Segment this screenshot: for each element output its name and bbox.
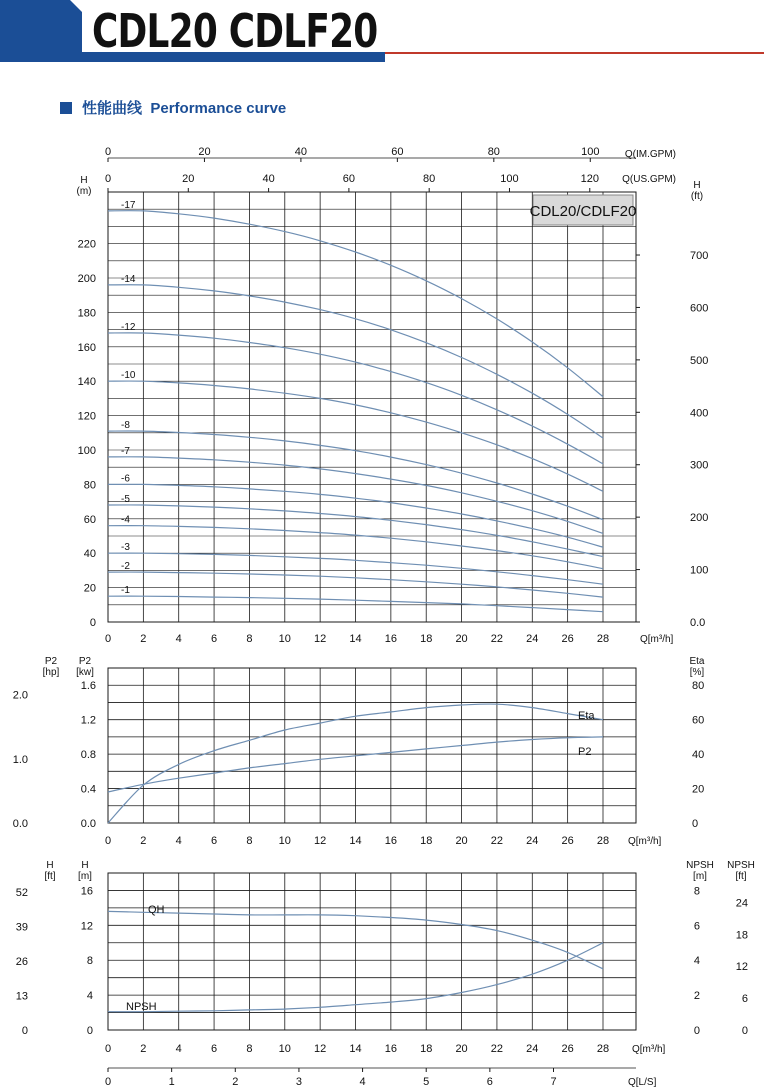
qh-x-tick-label: 28	[596, 633, 610, 645]
qh-x-tick-label: 16	[384, 633, 397, 645]
power-x-tick-label: 8	[246, 835, 253, 847]
qh-curve-label: -4	[121, 514, 130, 526]
us-gpm-tick-label: 0	[104, 173, 112, 185]
qh-x-tick-label: 24	[526, 633, 539, 645]
eta-tick-label: 20	[692, 783, 705, 796]
npsh-x-tick-label: 26	[561, 1043, 574, 1055]
npsh-m-tick-label: 0	[693, 1025, 700, 1037]
qh-y-tick-label: 60	[83, 513, 96, 526]
npsh-x-tick-label: 18	[420, 1043, 433, 1055]
npsh-m-axis-label-1: [m]	[693, 871, 707, 882]
npsh-x-tick-label: 4	[175, 1043, 182, 1055]
npsh-ft-tick-label: 24	[735, 897, 748, 910]
ls-tick-label: 2	[232, 1076, 239, 1088]
qh-y2-tick-label: 400	[690, 407, 709, 420]
qh-y2-tick-label: 200	[690, 512, 709, 525]
im-gpm-tick-label: 0	[104, 146, 112, 158]
qh-y-tick-label: 0	[89, 617, 96, 629]
qh-y2-tick-label: 300	[690, 459, 709, 472]
qh-x-tick-label: 2	[140, 633, 147, 645]
power-x-tick-label: 22	[490, 835, 504, 847]
npsh-x-tick-label: 0	[104, 1043, 112, 1055]
npsh-m-tick-label: 6	[693, 920, 700, 933]
npsh-x-tick-label: 2	[140, 1043, 147, 1055]
h-m-tick-label: 12	[80, 920, 93, 933]
npsh-m-axis-label-0: NPSH	[686, 860, 714, 871]
qh-y-tick-label: 120	[77, 410, 96, 423]
qh-y2-tick-label: 100	[690, 564, 709, 577]
h-m-tick-label: 8	[86, 955, 93, 968]
npsh-ft-tick-label: 6	[741, 993, 748, 1006]
qh-x-axis-label: Q[m³/h]	[640, 634, 674, 645]
p2-hp-tick-label: 2.0	[12, 689, 28, 702]
h-m-axis-label-1: [m]	[78, 871, 92, 882]
h-ft-axis-label-1: [ft]	[44, 871, 56, 882]
qh-y-tick-label: 180	[77, 307, 96, 320]
qh-curve-label: -12	[121, 322, 136, 334]
npsh-ft-tick-label: 18	[735, 929, 748, 942]
h-ft-tick-label: 52	[15, 886, 28, 899]
us-gpm-tick-label: 80	[423, 173, 436, 185]
section-title-en: Performance curve	[150, 100, 287, 117]
h-m-tick-label: 0	[86, 1025, 93, 1037]
eta-axis-label-0: Eta	[689, 656, 705, 667]
qh-curve-label: -7	[121, 445, 130, 457]
h-m-tick-label: 4	[86, 990, 93, 1003]
qh-y2-axis-label-1: (ft)	[690, 191, 704, 202]
im-gpm-tick-label: 40	[294, 146, 308, 158]
p2-hp-axis-label-0: P2	[44, 656, 58, 667]
npsh-x-tick-label: 24	[526, 1043, 539, 1055]
qh-y2-tick-label: 600	[690, 302, 709, 315]
p2-kw-tick-label: 0.4	[80, 783, 96, 796]
power-x-tick-label: 26	[561, 835, 574, 847]
qh-curve-label: -17	[121, 199, 136, 211]
npsh-ft-tick-label: 0	[741, 1025, 748, 1037]
ls-tick-label: 1	[168, 1076, 175, 1088]
power-x-tick-label: 20	[455, 835, 468, 847]
power-x-tick-label: 16	[384, 835, 397, 847]
qh-y-tick-label: 20	[83, 582, 96, 595]
power-chart-frame	[108, 668, 636, 823]
power-x-axis-label: Q[m³/h]	[628, 836, 662, 847]
p2-kw-tick-label: 1.2	[80, 714, 96, 727]
qh-curve-label: -1	[121, 585, 130, 597]
us-gpm-tick-label: 60	[342, 173, 356, 185]
qh-x-tick-label: 12	[314, 633, 327, 645]
npsh-x-tick-label: 20	[455, 1043, 468, 1055]
ls-tick-label: 0	[104, 1076, 112, 1088]
qh-x-tick-label: 6	[211, 633, 218, 645]
us-gpm-tick-label: 100	[500, 173, 519, 185]
ls-tick-label: 5	[423, 1076, 430, 1088]
qh-y-tick-label: 40	[83, 548, 96, 561]
im-gpm-tick-label: 60	[391, 146, 404, 158]
qh-curve-label: -6	[121, 473, 130, 485]
p2-hp-tick-label: 1.0	[12, 753, 28, 766]
power-x-tick-label: 10	[278, 835, 291, 847]
p2-kw-axis-label-0: P2	[78, 656, 92, 667]
npsh-x-tick-label: 22	[490, 1043, 504, 1055]
us-gpm-tick-label: 40	[262, 173, 275, 185]
qh-y-tick-label: 100	[77, 445, 96, 457]
p2-hp-axis-label-1: [hp]	[42, 667, 60, 678]
p2-hp-tick-label: 0.0	[12, 818, 28, 830]
us-gpm-tick-label: 20	[182, 173, 195, 185]
npsh-x-tick-label: 12	[314, 1043, 327, 1055]
us-gpm-axis-label: Q(US.GPM)	[622, 174, 676, 185]
qh-y-tick-label: 200	[77, 273, 96, 285]
power-x-tick-label: 14	[349, 835, 362, 847]
section-title-cn: 性能曲线	[82, 100, 143, 117]
im-gpm-axis-label: Q(IM.GPM)	[624, 149, 676, 160]
h-ft-tick-label: 26	[15, 955, 28, 968]
eta-tick-label: 40	[692, 749, 705, 762]
npsh-x-tick-label: 14	[349, 1043, 362, 1055]
qh-y-axis-label-1: (m)	[76, 186, 92, 197]
npsh-m-tick-label: 2	[693, 990, 700, 1003]
p2-series-label: P2	[578, 746, 592, 758]
eta-series-label: Eta	[578, 710, 595, 722]
h-m-axis-label-0: H	[81, 860, 89, 871]
h-ft-tick-label: 13	[15, 990, 28, 1003]
qh-x-tick-label: 4	[175, 633, 182, 645]
eta-axis-label-1: [%]	[689, 667, 705, 678]
qh-y2-tick-label: 0.0	[690, 617, 706, 629]
qh-y-tick-label: 160	[77, 341, 96, 354]
qh-curve-label: -3	[121, 542, 130, 554]
npsh-x-tick-label: 16	[384, 1043, 397, 1055]
qh-y-tick-label: 80	[83, 479, 96, 492]
qh-curve-label: -5	[121, 494, 130, 506]
p2-kw-axis-label-1: [kw]	[76, 667, 94, 678]
power-x-tick-label: 28	[596, 835, 610, 847]
qh-series-label: QH	[148, 904, 165, 916]
p2-kw-tick-label: 0.8	[80, 749, 96, 762]
qh-y-axis-label-0: H	[80, 175, 88, 186]
eta-tick-label: 60	[692, 714, 705, 727]
power-x-tick-label: 4	[175, 835, 182, 847]
qh-y2-tick-label: 500	[690, 354, 709, 367]
npsh-x-tick-label: 8	[246, 1043, 253, 1055]
model-label-text: CDL20/CDLF20	[529, 203, 637, 220]
qh-curve-label: -2	[121, 561, 130, 573]
ls-axis-label: Q[L/S]	[628, 1077, 657, 1088]
npsh-x-tick-label: 28	[596, 1043, 610, 1055]
qh-y-tick-label: 140	[77, 376, 96, 389]
npsh-m-tick-label: 8	[693, 885, 700, 898]
ls-tick-label: 7	[550, 1076, 557, 1088]
p2-kw-tick-label: 0.0	[80, 818, 96, 830]
h-ft-axis-label-0: H	[46, 860, 54, 871]
npsh-x-tick-label: 6	[211, 1043, 218, 1055]
eta-tick-label: 0	[692, 818, 699, 830]
npsh-ft-tick-label: 12	[735, 961, 748, 974]
eta-tick-label: 80	[692, 680, 705, 693]
qh-x-tick-label: 18	[420, 633, 433, 645]
qh-curve-label: -14	[121, 273, 136, 285]
power-x-tick-label: 0	[104, 835, 112, 847]
qh-y2-tick-label: 700	[690, 250, 709, 263]
qh-y2-axis-label-0: H	[693, 180, 701, 191]
us-gpm-tick-label: 120	[580, 173, 599, 185]
npsh-ft-axis-label-1: [ft]	[735, 871, 747, 882]
ls-tick-label: 3	[295, 1076, 302, 1088]
model-title: CDL20 CDLF20	[92, 4, 378, 58]
npsh-chart-frame	[108, 873, 636, 1030]
qh-x-tick-label: 14	[349, 633, 362, 645]
im-gpm-tick-label: 20	[198, 146, 211, 158]
power-x-tick-label: 6	[211, 835, 218, 847]
h-ft-tick-label: 39	[15, 921, 28, 934]
h-ft-tick-label: 0	[21, 1025, 28, 1037]
qh-curve-label: -8	[121, 420, 130, 432]
im-gpm-tick-label: 80	[487, 146, 500, 158]
npsh-ft-axis-label-0: NPSH	[727, 860, 755, 871]
npsh-x-axis-label: Q[m³/h]	[632, 1044, 666, 1055]
qh-x-tick-label: 22	[490, 633, 504, 645]
power-x-tick-label: 12	[314, 835, 327, 847]
im-gpm-tick-label: 100	[581, 146, 600, 158]
qh-x-tick-label: 0	[104, 633, 112, 645]
npsh-series-label: NPSH	[126, 1001, 157, 1013]
qh-x-tick-label: 26	[561, 633, 574, 645]
power-x-tick-label: 18	[420, 835, 433, 847]
ls-tick-label: 6	[486, 1076, 493, 1088]
npsh-m-tick-label: 4	[693, 955, 700, 968]
npsh-x-tick-label: 10	[278, 1043, 291, 1055]
p2-kw-tick-label: 1.6	[80, 680, 96, 693]
h-m-tick-label: 16	[80, 885, 93, 898]
qh-x-tick-label: 20	[455, 633, 468, 645]
qh-x-tick-label: 8	[246, 633, 253, 645]
power-x-tick-label: 24	[526, 835, 539, 847]
qh-x-tick-label: 10	[278, 633, 291, 645]
power-x-tick-label: 2	[140, 835, 147, 847]
qh-curve-label: -10	[121, 370, 136, 382]
ls-tick-label: 4	[359, 1076, 366, 1088]
qh-y-tick-label: 220	[77, 238, 96, 251]
